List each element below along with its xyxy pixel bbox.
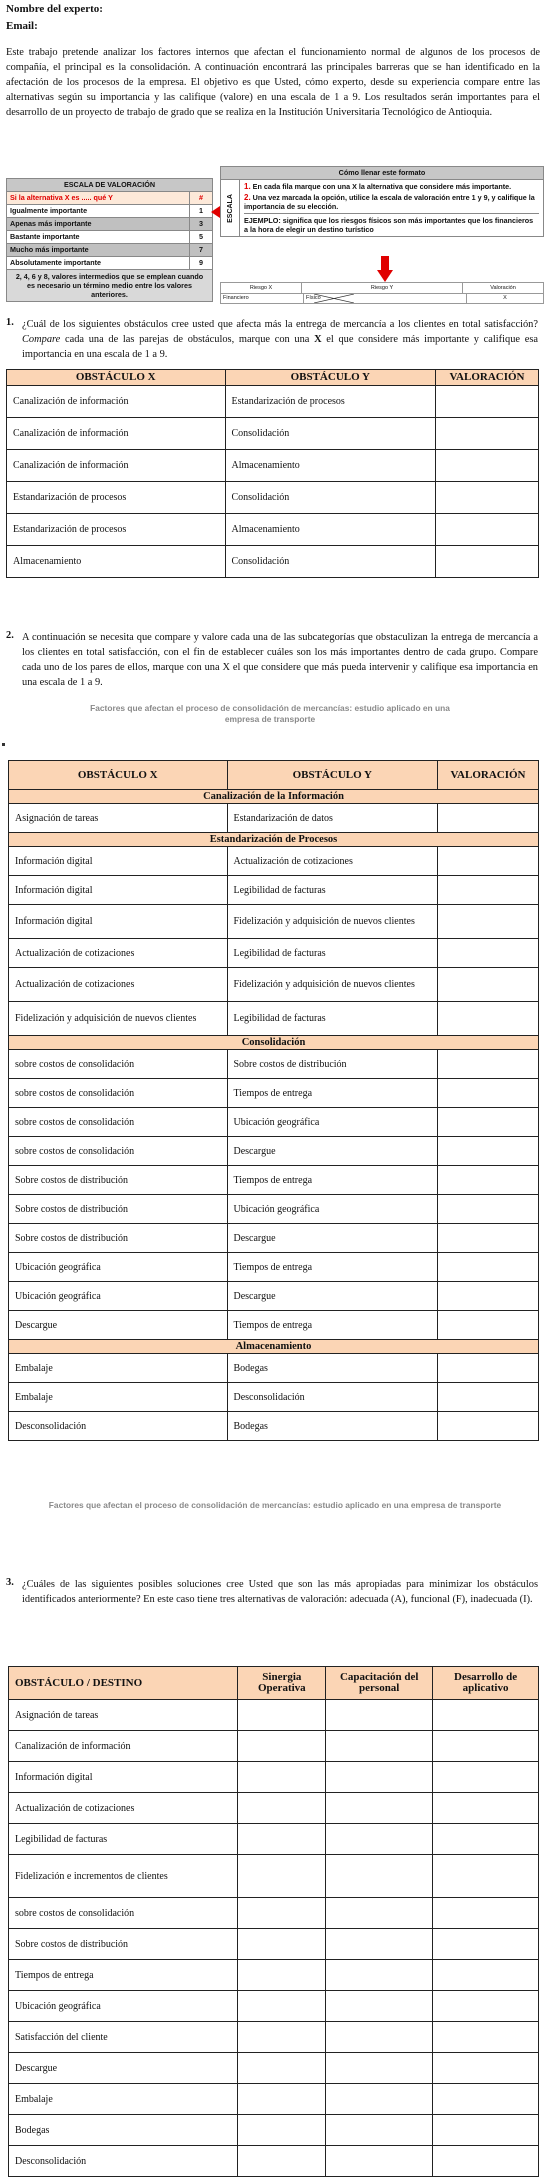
rating-scale-value: 7: [199, 245, 203, 254]
q3-cell-sinergia[interactable]: [238, 1960, 326, 1991]
q3-cell-sinergia[interactable]: [238, 1731, 326, 1762]
example-cell-valoracion: X: [503, 295, 507, 301]
howto-side: [221, 180, 240, 236]
q2-section-title: Canalización de la Información: [9, 790, 539, 804]
q3-cell-obstaculo: Satisfacción del cliente: [9, 2022, 238, 2053]
rating-scale-value: 9: [199, 258, 203, 267]
rating-scale-row: [7, 231, 212, 244]
q1-text: ¿Cuál de los siguientes obstáculos cree usted que afecta más la entrega de mercancía a los clientes en total satisfacción? Compare cada una de las parejas de obstáculos, marque con una X el que considere más importante y califique esa importancia en una escala de 1 a 9.: [22, 319, 538, 360]
q1-header-x: OBSTÁCULO X: [7, 370, 226, 386]
q3-cell-capacitacion[interactable]: [326, 1855, 433, 1898]
q2-row: [9, 1383, 539, 1412]
q1-cell-valoracion[interactable]: [436, 482, 539, 514]
q3-cell-obstaculo: Sobre costos de distribución: [9, 1929, 238, 1960]
q2-cell-y[interactable]: Legibilidad de facturas: [227, 1002, 438, 1036]
q3-row: [9, 1855, 539, 1898]
howto-step-1: 1. En cada fila marque con una X la alternativa que considere más importante.: [244, 182, 512, 191]
q2-cell-valoracion[interactable]: [438, 1195, 539, 1224]
q3-cell-capacitacion[interactable]: [326, 2053, 433, 2084]
q1-row: [7, 386, 539, 418]
q1-cell-y[interactable]: Consolidación: [225, 418, 436, 450]
q2-row: [9, 1166, 539, 1195]
q1-cell-valoracion[interactable]: [436, 546, 539, 578]
q3-cell-sinergia[interactable]: [238, 1762, 326, 1793]
q2-cell-valoracion[interactable]: [438, 1002, 539, 1036]
q3-row: [9, 2022, 539, 2053]
q2-header-x: OBSTÁCULO X: [9, 761, 228, 790]
q1-row: [7, 514, 539, 546]
q3-cell-sinergia[interactable]: [238, 2053, 326, 2084]
q2-cell-y[interactable]: Bodegas: [227, 1412, 438, 1441]
q3-cell-aplicativo[interactable]: [433, 2115, 539, 2146]
q2-row: [9, 905, 539, 939]
q2-number: 2.: [6, 630, 14, 641]
q2-cell-valoracion[interactable]: [438, 1224, 539, 1253]
q2-cell-y[interactable]: Ubicación geográfica: [227, 1195, 438, 1224]
q3-cell-aplicativo[interactable]: [433, 2146, 539, 2177]
q2-cell-x[interactable]: Fidelización y adquisición de nuevos clientes: [9, 1002, 228, 1036]
q2-cell-y[interactable]: Estandarización de datos: [227, 804, 438, 833]
q3-cell-aplicativo[interactable]: [433, 1824, 539, 1855]
q3-cell-obstaculo: Tiempos de entrega: [9, 1960, 238, 1991]
q3-cell-obstaculo: Canalización de información: [9, 1731, 238, 1762]
q3-cell-aplicativo[interactable]: [433, 1762, 539, 1793]
q3-cell-aplicativo[interactable]: [433, 2084, 539, 2115]
q3-cell-capacitacion[interactable]: [326, 1898, 433, 1929]
q3-cell-capacitacion[interactable]: [326, 2115, 433, 2146]
q1-row: [7, 418, 539, 450]
q2-cell-y[interactable]: Ubicación geográfica: [227, 1108, 438, 1137]
q3-cell-sinergia[interactable]: [238, 1855, 326, 1898]
q2-cell-valoracion[interactable]: [438, 1050, 539, 1079]
q2-cell-valoracion[interactable]: [438, 847, 539, 876]
q3-row: [9, 1731, 539, 1762]
q2-cell-y[interactable]: Bodegas: [227, 1354, 438, 1383]
example-header-valoracion: Valoración: [490, 285, 516, 291]
cross-mark-icon: [314, 294, 354, 303]
example-table: [220, 282, 544, 304]
q1-cell-x[interactable]: Estandarización de procesos: [7, 482, 226, 514]
q2-section-row: [9, 1036, 539, 1050]
q2-cell-x[interactable]: Sobre costos de distribución: [9, 1166, 228, 1195]
q3-cell-sinergia[interactable]: [238, 1793, 326, 1824]
q3-cell-sinergia[interactable]: [238, 1898, 326, 1929]
q1-table: [6, 369, 539, 578]
q3-cell-obstaculo: Información digital: [9, 1762, 238, 1793]
q2-section-title: Consolidación: [9, 1036, 539, 1050]
q2-cell-y[interactable]: Tiempos de entrega: [227, 1253, 438, 1282]
q3-cell-obstaculo: Desconsolidación: [9, 2146, 238, 2177]
rating-scale-value: 3: [199, 219, 203, 228]
q3-cell-capacitacion[interactable]: [326, 1824, 433, 1855]
intro-paragraph: Este trabajo pretende analizar los factores internos que afectan el funcionamiento normal de algunos de los procesos de compañía, el principal es la consolidación. A continuación encontrará las principales barreras que se han identificado en la afectación de los procesos de la empresa. El objetivo es que Usted, cómo experto, desde su experiencia compare entre las alternativas según su importancia y las califique (valore) en una escala de 1 a 9. Los resultados serán importantes para el desarrollo de un proyecto de trabajo de grado que se realiza en la Institución Universitaria Tecnológico de Antioquia.: [6, 47, 540, 118]
q2-cell-valoracion[interactable]: [438, 1079, 539, 1108]
q2-row: [9, 1079, 539, 1108]
rating-scale-row: [7, 205, 212, 218]
q2-cell-valoracion[interactable]: [438, 939, 539, 968]
q2-cell-x[interactable]: Desconsolidación: [9, 1412, 228, 1441]
q2-row: [9, 1412, 539, 1441]
q3-cell-aplicativo[interactable]: [433, 1700, 539, 1731]
q2-row: [9, 1311, 539, 1340]
q1-cell-x[interactable]: Canalización de información: [7, 418, 226, 450]
q2-cell-x[interactable]: Descargue: [9, 1311, 228, 1340]
rating-scale-label: Igualmente importante: [7, 205, 190, 217]
q1-cell-x[interactable]: Estandarización de procesos: [7, 514, 226, 546]
q2-cell-valoracion[interactable]: [438, 804, 539, 833]
q2-cell-x[interactable]: sobre costos de consolidación: [9, 1108, 228, 1137]
arrow-down-icon: [377, 256, 393, 282]
q3-cell-obstaculo: sobre costos de consolidación: [9, 1898, 238, 1929]
q2-cell-y[interactable]: Descargue: [227, 1282, 438, 1311]
q2-cell-y[interactable]: Descargue: [227, 1224, 438, 1253]
q2-row: [9, 1224, 539, 1253]
q2-cell-valoracion[interactable]: [438, 968, 539, 1002]
q3-cell-capacitacion[interactable]: [326, 1700, 433, 1731]
q3-cell-aplicativo[interactable]: [433, 1793, 539, 1824]
q2-cell-x[interactable]: Sobre costos de distribución: [9, 1224, 228, 1253]
q2-cell-x[interactable]: sobre costos de consolidación: [9, 1079, 228, 1108]
q2-row: [9, 847, 539, 876]
q2-cell-y[interactable]: Actualización de cotizaciones: [227, 847, 438, 876]
q3-cell-obstaculo: Ubicación geográfica: [9, 1991, 238, 2022]
q2-cell-x[interactable]: Sobre costos de distribución: [9, 1195, 228, 1224]
rating-scale-label: Apenas más importante: [7, 218, 190, 230]
rating-scale-row: [7, 218, 212, 231]
howto-side-label: ESCALA: [226, 193, 234, 223]
howto-step-2: 2. Una vez marcada la opción, utilice la escala de valoración entre 1 y 9, y califique la importancia de su elección.: [244, 193, 535, 211]
rating-scale-head: [7, 192, 212, 205]
q1-number: 1.: [6, 317, 14, 328]
q2-row: [9, 1253, 539, 1282]
q2-cell-x[interactable]: Asignación de tareas: [9, 804, 228, 833]
q3-cell-sinergia[interactable]: [238, 2022, 326, 2053]
q1-cell-x[interactable]: Canalización de información: [7, 450, 226, 482]
q3-number: 3.: [6, 1577, 14, 1588]
expert-name-label: Nombre del experto:: [6, 3, 103, 15]
q3-row: [9, 1929, 539, 1960]
q2-row: [9, 1108, 539, 1137]
q3-cell-capacitacion[interactable]: [326, 1991, 433, 2022]
rating-scale-title: ESCALA DE VALORACIÓN: [7, 179, 212, 192]
q2-section-title: Estandarización de Procesos: [9, 833, 539, 847]
q2-cell-valoracion[interactable]: [438, 1282, 539, 1311]
q3-row: [9, 1793, 539, 1824]
q2-row: [9, 1282, 539, 1311]
q3-cell-obstaculo: Embalaje: [9, 2084, 238, 2115]
q3-row: [9, 2146, 539, 2177]
q3-header-capacitacion: Capacitación del personal: [326, 1667, 433, 1700]
q1-row: [7, 450, 539, 482]
q3-cell-aplicativo[interactable]: [433, 2022, 539, 2053]
q3-cell-capacitacion[interactable]: [326, 1762, 433, 1793]
q3-header-obstaculo: OBSTÁCULO / DESTINO: [9, 1667, 238, 1700]
q2-cell-y[interactable]: Tiempos de entrega: [227, 1311, 438, 1340]
q3-cell-capacitacion[interactable]: [326, 1731, 433, 1762]
q2-section-title: Almacenamiento: [9, 1340, 539, 1354]
q1-row: [7, 482, 539, 514]
rating-scale: [6, 178, 213, 302]
q2-row: [9, 804, 539, 833]
q1-cell-y[interactable]: Consolidación: [225, 482, 436, 514]
rating-scale-label: Bastante importante: [7, 231, 190, 243]
q3-cell-aplicativo[interactable]: [433, 1991, 539, 2022]
example-header-y: Riesgo Y: [302, 283, 463, 293]
q1-header-valoracion: VALORACIÓN: [436, 370, 539, 386]
q2-caption-bottom: Factores que afectan el proceso de consolidación de mercancías: estudio aplicado en una empresa de transporte: [48, 1500, 502, 1510]
q3-cell-obstaculo: Descargue: [9, 2053, 238, 2084]
howto-example: EJEMPLO: significa que los riesgos físicos son más importantes que los financieros a la hora de elegir un destino turístico: [244, 213, 539, 234]
q2-cell-x[interactable]: Actualización de cotizaciones: [9, 968, 228, 1002]
q2-cell-y[interactable]: Descargue: [227, 1137, 438, 1166]
q1-cell-y[interactable]: Consolidación: [225, 546, 436, 578]
howto-box: [220, 166, 544, 237]
q2-cell-valoracion[interactable]: [438, 1253, 539, 1282]
q3-cell-obstaculo: Fidelización e incrementos de clientes: [9, 1855, 238, 1898]
q1-cell-valoracion[interactable]: [436, 450, 539, 482]
q3-cell-capacitacion[interactable]: [326, 1793, 433, 1824]
q3-cell-sinergia[interactable]: [238, 2146, 326, 2177]
q3-cell-aplicativo[interactable]: [433, 1855, 539, 1898]
section-mark: [2, 743, 5, 746]
q2-cell-y[interactable]: Tiempos de entrega: [227, 1079, 438, 1108]
q3-cell-obstaculo: Bodegas: [9, 2115, 238, 2146]
q3-row: [9, 2053, 539, 2084]
rating-scale-row: [7, 257, 212, 270]
q3-row: [9, 1991, 539, 2022]
q2-cell-y[interactable]: Tiempos de entrega: [227, 1166, 438, 1195]
q2-row: [9, 876, 539, 905]
q2-row: [9, 1002, 539, 1036]
rating-scale-label: Absolutamente importante: [7, 257, 190, 269]
q2-cell-valoracion[interactable]: [438, 905, 539, 939]
q3-cell-sinergia[interactable]: [238, 1991, 326, 2022]
q1-cell-valoracion[interactable]: [436, 386, 539, 418]
example-cell-x: Financiero: [221, 294, 304, 303]
q2-cell-x[interactable]: Información digital: [9, 905, 228, 939]
q1-header-y: OBSTÁCULO Y: [225, 370, 436, 386]
q2-cell-x[interactable]: Ubicación geográfica: [9, 1253, 228, 1282]
q1-cell-valoracion[interactable]: [436, 514, 539, 546]
q2-cell-y[interactable]: Sobre costos de distribución: [227, 1050, 438, 1079]
q2-cell-x[interactable]: Información digital: [9, 847, 228, 876]
q2-cell-valoracion[interactable]: [438, 1166, 539, 1195]
q2-row: [9, 1137, 539, 1166]
q3-row: [9, 1898, 539, 1929]
q3-cell-aplicativo[interactable]: [433, 1898, 539, 1929]
rating-scale-value: 1: [199, 206, 203, 215]
q2-section-row: [9, 833, 539, 847]
q3-header-sinergia: Sinergia Operativa: [238, 1667, 326, 1700]
q1-cell-y[interactable]: Almacenamiento: [225, 450, 436, 482]
q3-cell-sinergia[interactable]: [238, 2115, 326, 2146]
q2-cell-y[interactable]: Fidelización y adquisición de nuevos clientes: [227, 905, 438, 939]
q3-row: [9, 1960, 539, 1991]
q1-row: [7, 546, 539, 578]
q3-row: [9, 1824, 539, 1855]
q2-cell-y[interactable]: Legibilidad de facturas: [227, 939, 438, 968]
q3-cell-aplicativo[interactable]: [433, 1731, 539, 1762]
q1-cell-x[interactable]: Canalización de información: [7, 386, 226, 418]
q2-section-row: [9, 790, 539, 804]
q2-section-row: [9, 1340, 539, 1354]
q3-row: [9, 1700, 539, 1731]
q2-row: [9, 1354, 539, 1383]
q1-cell-y[interactable]: Estandarización de procesos: [225, 386, 436, 418]
q2-cell-x[interactable]: Ubicación geográfica: [9, 1282, 228, 1311]
q2-cell-valoracion[interactable]: [438, 1137, 539, 1166]
q2-header-y: OBSTÁCULO Y: [227, 761, 438, 790]
q2-cell-valoracion[interactable]: [438, 1311, 539, 1340]
q3-cell-sinergia[interactable]: [238, 1824, 326, 1855]
q2-caption-top: Factores que afectan el proceso de consolidación de mercancías: estudio aplicado en una empresa de transporte: [90, 703, 450, 724]
q3-cell-capacitacion[interactable]: [326, 2146, 433, 2177]
q2-cell-y[interactable]: Fidelización y adquisición de nuevos clientes: [227, 968, 438, 1002]
q2-row: [9, 1050, 539, 1079]
q2-cell-valoracion[interactable]: [438, 1383, 539, 1412]
q3-table: [8, 1666, 539, 2177]
q3-cell-capacitacion[interactable]: [326, 2022, 433, 2053]
q3-cell-obstaculo: Legibilidad de facturas: [9, 1824, 238, 1855]
q1-cell-x[interactable]: Almacenamiento: [7, 546, 226, 578]
q2-cell-y[interactable]: Desconsolidación: [227, 1383, 438, 1412]
email-label: Email:: [6, 20, 38, 32]
q3-row: [9, 2084, 539, 2115]
q3-cell-sinergia[interactable]: [238, 2084, 326, 2115]
example-cell-y: Físico: [304, 294, 467, 303]
q2-cell-x[interactable]: Actualización de cotizaciones: [9, 939, 228, 968]
q3-row: [9, 1762, 539, 1793]
q3-cell-capacitacion[interactable]: [326, 1960, 433, 1991]
q3-cell-capacitacion[interactable]: [326, 2084, 433, 2115]
q1-cell-valoracion[interactable]: [436, 418, 539, 450]
q2-cell-x[interactable]: Embalaje: [9, 1354, 228, 1383]
q2-row: [9, 968, 539, 1002]
q3-cell-aplicativo[interactable]: [433, 2053, 539, 2084]
q2-header-valoracion: VALORACIÓN: [438, 761, 539, 790]
q2-cell-x[interactable]: sobre costos de consolidación: [9, 1050, 228, 1079]
example-header-x: Riesgo X: [221, 283, 302, 293]
q3-header-aplicativo: Desarrollo de aplicativo: [433, 1667, 539, 1700]
q3-cell-obstaculo: Actualización de cotizaciones: [9, 1793, 238, 1824]
q2-row: [9, 939, 539, 968]
rating-scale-label: Mucho más importante: [7, 244, 190, 256]
q2-cell-valoracion[interactable]: [438, 876, 539, 905]
q2-cell-x[interactable]: Información digital: [9, 876, 228, 905]
q3-cell-sinergia[interactable]: [238, 1929, 326, 1960]
q2-cell-y[interactable]: Legibilidad de facturas: [227, 876, 438, 905]
q3-cell-aplicativo[interactable]: [433, 1960, 539, 1991]
q3-text: ¿Cuáles de las siguientes posibles soluciones cree Usted que son las más apropiadas para minimizar los obstáculos identificados anteriormente? En este caso tiene tres alternativas de valoración: adecuada (A), funcional (F), inadecuada (I).: [22, 1579, 538, 1605]
q2-table: [8, 760, 539, 1441]
q2-cell-valoracion[interactable]: [438, 1108, 539, 1137]
rating-scale-row: [7, 244, 212, 257]
rating-scale-head-value: #: [190, 192, 212, 204]
q3-cell-capacitacion[interactable]: [326, 1929, 433, 1960]
q2-text: A continuación se necesita que compare y valore cada una de las subcategorías que obstaculizan la entrega de mercancía a los clientes en total satisfacción, con el fin de establecer cuáles son los más importantes dentro de cada grupo. Compare cada uno de los pares de ellos, marque con una X el que considere que más pueda intervenir y califique esa importancia en una escala de 1 a 9.: [22, 632, 538, 688]
q3-row: [9, 2115, 539, 2146]
q3-cell-aplicativo[interactable]: [433, 1929, 539, 1960]
q2-row: [9, 1195, 539, 1224]
q3-cell-obstaculo: Asignación de tareas: [9, 1700, 238, 1731]
q2-cell-x[interactable]: Embalaje: [9, 1383, 228, 1412]
q2-cell-valoracion[interactable]: [438, 1354, 539, 1383]
rating-scale-head-label: Si la alternativa X es ..... qué Y: [7, 192, 190, 204]
rating-scale-note: 2, 4, 6 y 8, valores intermedios que se emplean cuando es necesario un término medio entre los valores anteriores.: [7, 270, 212, 301]
q2-cell-valoracion[interactable]: [438, 1412, 539, 1441]
howto-title: Cómo llenar este formato: [221, 167, 543, 180]
q1-cell-y[interactable]: Almacenamiento: [225, 514, 436, 546]
q3-cell-sinergia[interactable]: [238, 1700, 326, 1731]
rating-scale-value: 5: [199, 232, 203, 241]
q2-cell-x[interactable]: sobre costos de consolidación: [9, 1137, 228, 1166]
